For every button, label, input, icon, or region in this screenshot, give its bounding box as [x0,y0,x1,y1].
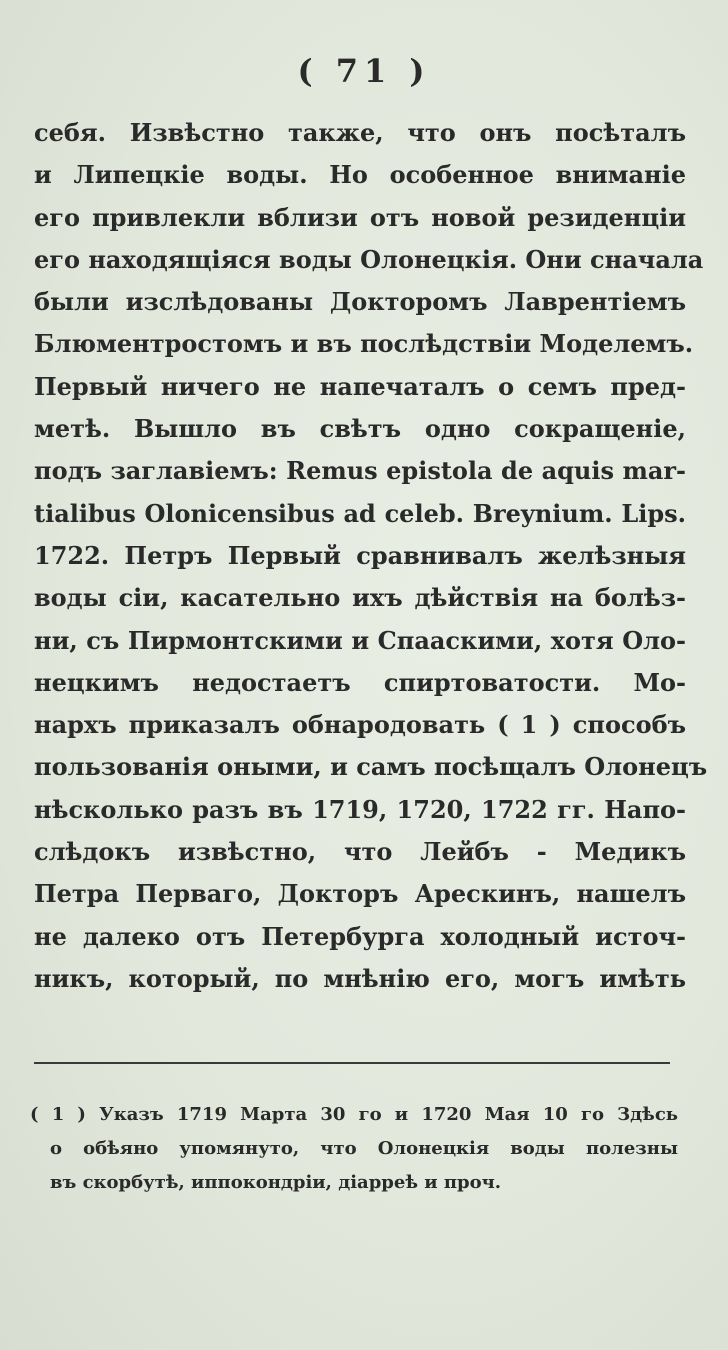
text-line: никъ, который, по мнѣнію его, могъ имѣть [34,963,686,993]
text-line: 1722. Петръ Первый сравнивалъ желѣзныя [34,540,686,570]
text-line: Первый ничего не напечаталъ о семъ пред- [34,371,686,401]
page-number: ( 71 ) [297,52,431,90]
text-line: подъ заглавіемъ: Remus epistola de aquis mar- [34,456,686,486]
text-line: и Липецкіе воды. Но особенное вниманіе [34,160,686,190]
footnote-line: въ скорбутѣ, иппокондріи, діарреѣ и проч. [50,1172,502,1193]
text-line: воды сіи, касательно ихъ дѣйствія на болѣз- [34,583,686,613]
text-line: Петра Перваго, Докторъ Арескинъ, нашелъ [34,879,686,909]
text-line: tialibus Olonicensibus ad celeb. Breynium. Lips. [34,498,686,528]
text-line: ни, съ Пирмонтскими и Спааскими, хотя Оло- [34,625,686,655]
text-line: нѣсколько разъ въ 1719, 1720, 1722 гг. Напо- [34,794,686,824]
text-line: себя. Извѣстно также, что онъ посѣталъ [34,118,686,147]
text-line: нецкимъ недостаетъ спиртоватости. Мо- [34,667,686,697]
text-line: Блюментростомъ и въ послѣдствіи Моделемъ. [34,329,694,359]
footnote-line: ( 1 ) Указъ 1719 Марта 30 го и 1720 Мая 10 го Здѣсь [30,1104,678,1125]
footnote-divider [34,1062,670,1064]
text-line: слѣдокъ извѣстно, что Лейбъ - Медикъ [34,837,686,867]
text-line: не далеко отъ Петербурга холодный источ- [34,921,686,951]
text-line: нархъ приказалъ обнародовать ( 1 ) способъ [34,710,686,740]
text-line: были изслѣдованы Докторомъ Лаврентіемъ [34,287,686,317]
text-line: его привлекли вблизи отъ новой резиденціи [34,202,686,232]
footnote-line: о обѣяно упомянуто, что Олонецкія воды полезны [50,1138,678,1159]
text-line: пользованія оными, и самъ посѣщалъ Олонецъ [34,752,708,782]
text-line: его находящіяся воды Олонецкія. Они сначала [34,244,704,274]
body-text [34,112,708,1000]
footnote [30,1098,678,1200]
text-line: метѣ. Вышло въ свѣтъ одно сокращеніе, [34,414,686,444]
